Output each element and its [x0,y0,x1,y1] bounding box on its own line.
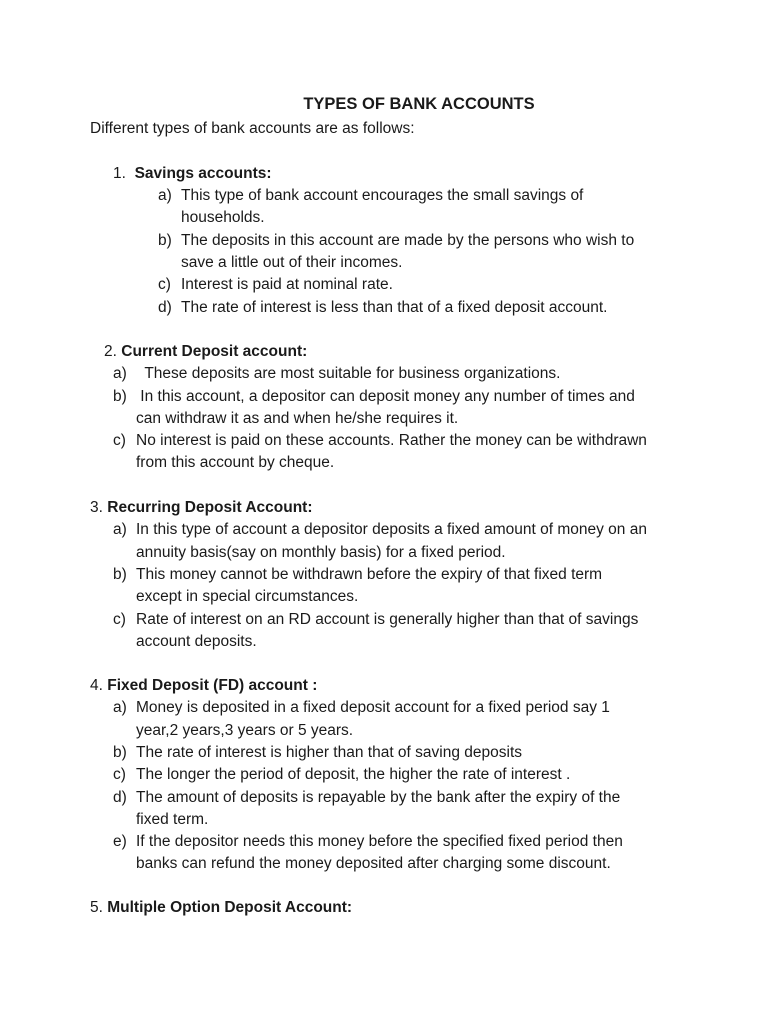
item-line: can withdraw it as and when he/she requires it. [136,409,459,427]
item-line: In this type of account a depositor deposits a fixed amount of money on an [136,521,647,539]
section-title: Multiple Option Deposit Account: [107,899,353,916]
item-letter: a) [113,699,127,717]
item-letter: b) [158,231,172,249]
section-title: Savings accounts: [134,165,272,182]
section-heading-multiple-option [90,897,352,919]
item-letter: b) [113,387,127,405]
item-line: fixed term. [136,810,209,828]
item-line: The rate of interest is less than that of a fixed deposit account. [181,298,608,316]
item-line: except in special circumstances. [136,588,359,606]
section-heading-recurring [90,497,313,519]
item-line: households. [181,209,265,227]
item-line: save a little out of their incomes. [181,253,403,271]
item-line: banks can refund the money deposited after charging some discount. [136,855,611,873]
item-line: This type of bank account encourages the small savings of [181,187,584,204]
item-line: annuity basis(say on monthly basis) for a fixed period. [136,543,506,561]
item-line: account deposits. [136,632,257,650]
item-letter: c) [113,610,126,628]
item-letter: e) [113,833,127,851]
section-title: Current Deposit account: [121,343,308,360]
section-number: 4. [90,677,103,694]
item-letter: c) [113,766,126,784]
item-line: These deposits are most suitable for business organizations. [136,365,561,383]
item-line: Interest is paid at nominal rate. [181,276,393,294]
item-letter: a) [158,187,172,204]
item-line: Rate of interest on an RD account is generally higher than that of savings [136,610,639,628]
item-line: The rate of interest is higher than that of saving deposits [136,743,523,761]
section-number: 1. [113,165,126,182]
item-line: This money cannot be withdrawn before the expiry of that fixed term [136,565,603,583]
section-title: Fixed Deposit (FD) account : [107,677,318,694]
item-line: year,2 years,3 years or 5 years. [136,721,354,739]
section-number: 3. [90,499,103,516]
item-letter: a) [113,365,127,383]
section-number: 5. [90,899,103,916]
item-letter: a) [113,521,127,539]
item-line: No interest is paid on these accounts. Rather the money can be withdrawn [136,432,647,450]
section-heading-savings [113,163,272,185]
item-letter: d) [158,298,172,316]
item-letter: c) [113,432,126,450]
section-number: 2. [104,343,117,360]
item-line: In this account, a depositor can deposit money any number of times and [136,387,635,405]
item-line: The longer the period of deposit, the higher the rate of interest . [136,766,571,784]
item-letter: b) [113,565,127,583]
item-line: The amount of deposits is repayable by the bank after the expiry of the [136,788,621,806]
item-line: The deposits in this account are made by the persons who wish to [181,231,635,249]
section-heading-fixed [90,675,317,697]
intro-text: Different types of bank accounts are as follows: [90,120,415,137]
item-letter: b) [113,743,127,761]
section-heading-current [104,341,307,363]
section-title: Recurring Deposit Account: [107,499,313,516]
item-letter: d) [113,788,127,806]
document-title: TYPES OF BANK ACCOUNTS [303,95,535,113]
item-letter: c) [158,276,171,294]
item-line: Money is deposited in a fixed deposit account for a fixed period say 1 [136,699,610,717]
item-line: from this account by cheque. [136,454,335,472]
item-line: If the depositor needs this money before the specified fixed period then [136,833,623,851]
